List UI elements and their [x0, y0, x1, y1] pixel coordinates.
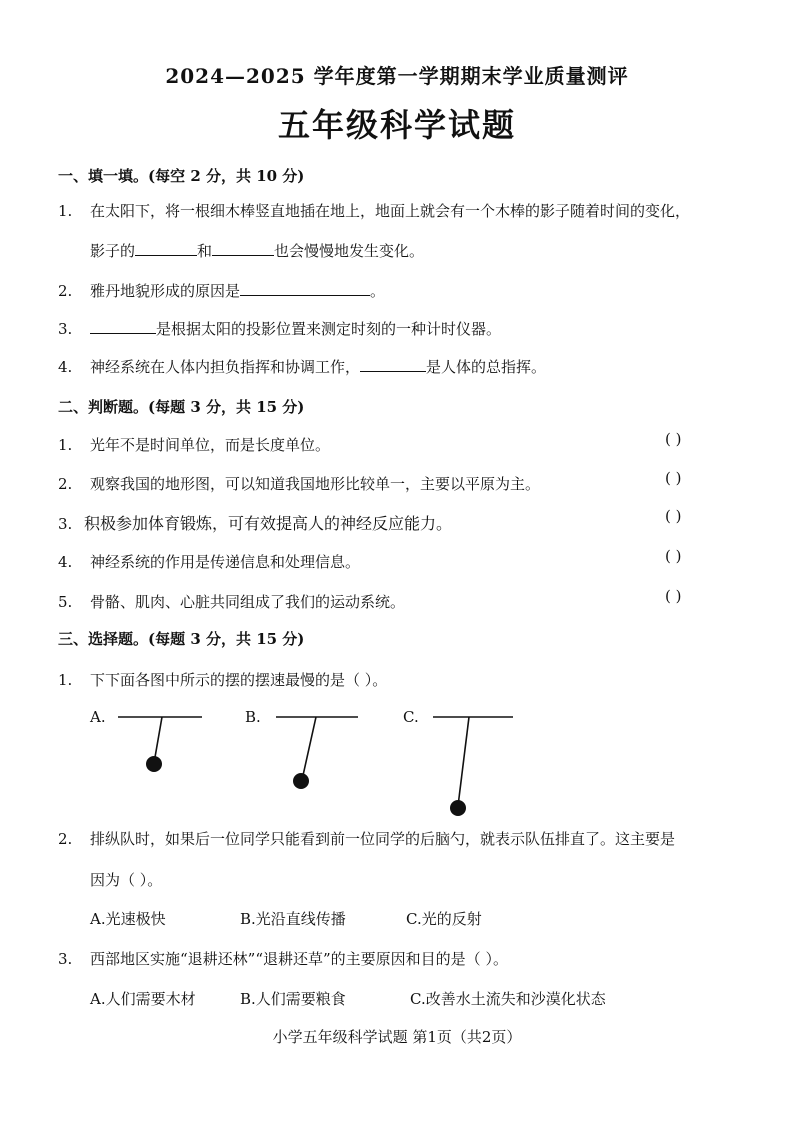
section-2-heading: 二、判断题。(每题 3 分，共 15 分) [58, 398, 305, 416]
answer-parentheses[interactable]: ( ) [665, 547, 682, 565]
judge-question-5 [58, 591, 405, 612]
choice-question-3 [58, 948, 508, 969]
question-number: 2. [58, 475, 73, 493]
answer-blank[interactable] [212, 241, 274, 256]
question-number: 3. [58, 950, 73, 968]
fill-question-2 [58, 280, 385, 301]
question-number: 3. [58, 515, 73, 533]
question-number: 1. [58, 671, 73, 689]
question-number: 1. [58, 436, 73, 454]
answer-parentheses[interactable]: ( ) [665, 507, 682, 525]
fill-question-1-line2 [90, 240, 424, 261]
choice-question-2-line2: 因为（ ）。 [90, 871, 163, 889]
question-number: 4. [58, 553, 73, 571]
option-b[interactable]: B.光沿直线传播 [240, 910, 346, 928]
option-a-label[interactable]: A. [90, 708, 106, 726]
question-text: 雅丹地貌形成的原因是 [90, 282, 241, 300]
question-text: 下下面各图中所示的摆的摆速最慢的是（ ）。 [90, 671, 388, 689]
question-text: 骨骼、肌肉、心脏共同组成了我们的运动系统。 [90, 593, 406, 611]
question-number: 4. [58, 358, 73, 376]
answer-parentheses[interactable]: ( ) [665, 469, 682, 487]
question-number: 2. [58, 282, 73, 300]
choice-question-2-line1 [58, 828, 675, 849]
pendulum-diagram-b [268, 705, 368, 800]
question-text: 在太阳下，将一根细木棒竖直地插在地上，地面上就会有一个木棒的影子随着时间的变化， [90, 202, 691, 220]
question-text: 排纵队时，如果后一位同学只能看到前一位同学的后脑勺，就表示队伍排直了。这主要是 [90, 830, 676, 848]
answer-blank[interactable] [360, 357, 426, 372]
fill-question-1-line1 [58, 200, 690, 221]
judge-question-1 [58, 434, 330, 455]
question-text: 光年不是时间单位，而是长度单位。 [90, 436, 331, 454]
option-b-label[interactable]: B. [245, 708, 261, 726]
judge-question-4 [58, 551, 360, 572]
pendulum-bob [146, 756, 162, 772]
answer-blank[interactable] [240, 281, 370, 296]
exam-subtitle: 五年级科学试题 [277, 106, 516, 144]
option-c-label[interactable]: C. [403, 708, 419, 726]
question-text: 神经系统的作用是传递信息和处理信息。 [90, 553, 361, 571]
pendulum-diagram-c [425, 705, 525, 825]
exam-title: 2024—2025 学年度第一学期期末学业质量测评 [165, 64, 629, 88]
pendulum-bob [293, 773, 309, 789]
question-text: 是人体的总指挥。 [426, 358, 547, 376]
section-1-heading: 一、填一填。(每空 2 分，共 10 分) [58, 167, 305, 185]
fill-question-4 [58, 356, 546, 377]
judge-question-3 [58, 511, 452, 534]
question-text: 西部地区实施“退耕还林”“退耕还草”的主要原因和目的是（ ）。 [90, 950, 508, 968]
option-c[interactable]: C.光的反射 [406, 910, 482, 928]
question-text: 积极参加体育锻炼，可有效提高人的神经反应能力。 [84, 514, 453, 533]
fill-question-3 [58, 318, 501, 339]
choice-question-1 [58, 669, 387, 690]
option-a[interactable]: A.光速极快 [90, 910, 166, 928]
answer-blank[interactable] [90, 319, 156, 334]
question-text: 也会慢慢地发生变化。 [274, 242, 425, 260]
answer-blank[interactable] [135, 241, 197, 256]
option-b[interactable]: B.人们需要粮食 [240, 990, 346, 1008]
pendulum-diagram-a [110, 705, 210, 785]
question-text: 是根据太阳的投影位置来测定时刻的一种计时仪器。 [156, 320, 502, 338]
pendulum-string [302, 717, 316, 780]
judge-question-2 [58, 473, 540, 494]
pendulum-string [458, 717, 469, 806]
option-c[interactable]: C.改善水土流失和沙漠化状态 [410, 990, 606, 1008]
question-text: 影子的 [90, 242, 136, 260]
answer-parentheses[interactable]: ( ) [665, 430, 682, 448]
question-number: 2. [58, 830, 73, 848]
question-number: 1. [58, 202, 73, 220]
answer-parentheses[interactable]: ( ) [665, 587, 682, 605]
question-text: 和 [197, 242, 213, 260]
section-3-heading: 三、选择题。(每题 3 分，共 15 分) [58, 630, 305, 648]
question-number: 3. [58, 320, 73, 338]
question-text: 神经系统在人体内担负指挥和协调工作， [90, 358, 361, 376]
question-number: 5. [58, 593, 73, 611]
question-text: 。 [370, 282, 386, 300]
page-footer: 小学五年级科学试题 第1页（共2页） [272, 1028, 522, 1046]
option-a[interactable]: A.人们需要木材 [90, 990, 196, 1008]
pendulum-bob [450, 800, 466, 816]
question-text: 观察我国的地形图，可以知道我国地形比较单一，主要以平原为主。 [90, 475, 541, 493]
